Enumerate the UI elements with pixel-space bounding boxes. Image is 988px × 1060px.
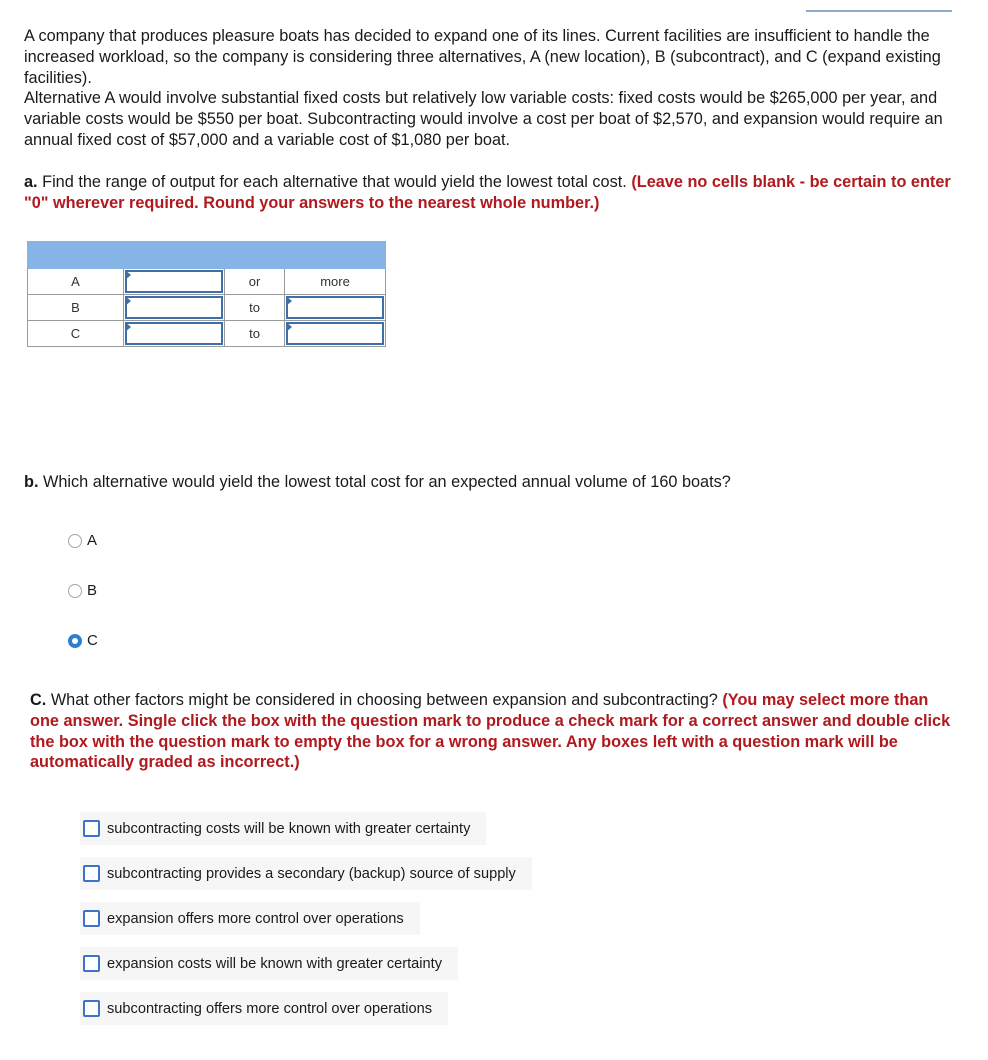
- checkbox-option-4[interactable]: [80, 947, 458, 980]
- input-b-high[interactable]: [285, 295, 386, 321]
- intro-paragraph-2: Alternative A would involve substantial fixed costs but relatively low variable costs: fixed costs would be $265,000 per year, and variable costs would be $550 per boat. Subcontracting would involve a cost per boat of $2,570, and expansion would require an annual fixed cost of $57,000 and a variable cost of $1,080 per boat.: [24, 89, 943, 149]
- table-row-c: [28, 321, 386, 347]
- part-b-text: Which alternative would yield the lowest total cost for an expected annual volume of 160 boats?: [43, 473, 731, 491]
- part-a-text: Find the range of output for each alternative that would yield the lowest total cost.: [42, 173, 627, 191]
- radio-option-a[interactable]: [68, 532, 97, 549]
- input-b-low[interactable]: [124, 295, 225, 321]
- checkbox-icon[interactable]: [83, 955, 100, 972]
- table-row-b: [28, 295, 386, 321]
- radio-circle-icon[interactable]: [68, 534, 82, 548]
- checkbox-label: expansion offers more control over operations: [107, 910, 404, 927]
- part-a-label: a.: [24, 173, 38, 191]
- top-divider: [806, 10, 952, 12]
- radio-circle-icon[interactable]: [68, 584, 82, 598]
- radio-option-b[interactable]: [68, 582, 97, 599]
- radio-option-c[interactable]: [68, 632, 98, 649]
- table-header-row: [28, 242, 386, 269]
- row-connector: to: [225, 321, 285, 347]
- checkbox-label: expansion costs will be known with greater certainty: [107, 955, 443, 972]
- radio-label: A: [87, 532, 98, 549]
- row-label: B: [28, 295, 124, 321]
- checkbox-option-1[interactable]: [80, 812, 486, 845]
- cell-a-high: more: [285, 269, 386, 295]
- intro-paragraph-1: A company that produces pleasure boats has decided to expand one of its lines. Current facilities are insufficient to handle the increased workload, so the company is considering three alternatives, A (new location), B (subcontract), and C (expand existing facilities).: [24, 27, 941, 87]
- checkbox-label: subcontracting costs will be known with greater certainty: [107, 820, 471, 837]
- input-c-high[interactable]: [285, 321, 386, 347]
- checkbox-label: subcontracting offers more control over operations: [107, 1000, 433, 1017]
- part-b-question: [24, 472, 731, 493]
- checkbox-icon[interactable]: [83, 1000, 100, 1017]
- part-c-instruction: (You may select more than one answer. Single click the box with the question mark to produce a check mark for a correct answer and double click the box with the question mark to empty the box for a wrong answer. Any boxes left with a question mark will be automatically graded as incorrect.): [30, 691, 951, 772]
- row-label: C: [28, 321, 124, 347]
- checkbox-option-2[interactable]: [80, 857, 532, 890]
- radio-label: C: [87, 632, 98, 649]
- radio-label: B: [87, 582, 98, 599]
- row-label: A: [28, 269, 124, 295]
- part-a-instruction: (Leave no cells blank - be certain to enter "0" wherever required. Round your answers to the nearest whole number.): [24, 173, 951, 212]
- row-connector: to: [225, 295, 285, 321]
- answer-table: [27, 241, 386, 347]
- input-a-low[interactable]: [124, 269, 225, 295]
- checkbox-option-3[interactable]: [80, 902, 420, 935]
- table-row-a: [28, 269, 386, 295]
- radio-selected-icon[interactable]: [68, 634, 82, 648]
- checkbox-icon[interactable]: [83, 910, 100, 927]
- part-c-question: [30, 690, 955, 773]
- input-c-low[interactable]: [124, 321, 225, 347]
- checkbox-icon[interactable]: [83, 820, 100, 837]
- problem-statement: [24, 26, 964, 151]
- part-a-question: [24, 172, 954, 214]
- row-connector: or: [225, 269, 285, 295]
- checkbox-option-5[interactable]: [80, 992, 448, 1025]
- checkbox-icon[interactable]: [83, 865, 100, 882]
- checkbox-label: subcontracting provides a secondary (backup) source of supply: [107, 865, 516, 882]
- part-b-label: b.: [24, 473, 39, 491]
- part-c-text: What other factors might be considered in choosing between expansion and subcontracting?: [50, 691, 718, 709]
- part-c-label: C.: [30, 691, 47, 709]
